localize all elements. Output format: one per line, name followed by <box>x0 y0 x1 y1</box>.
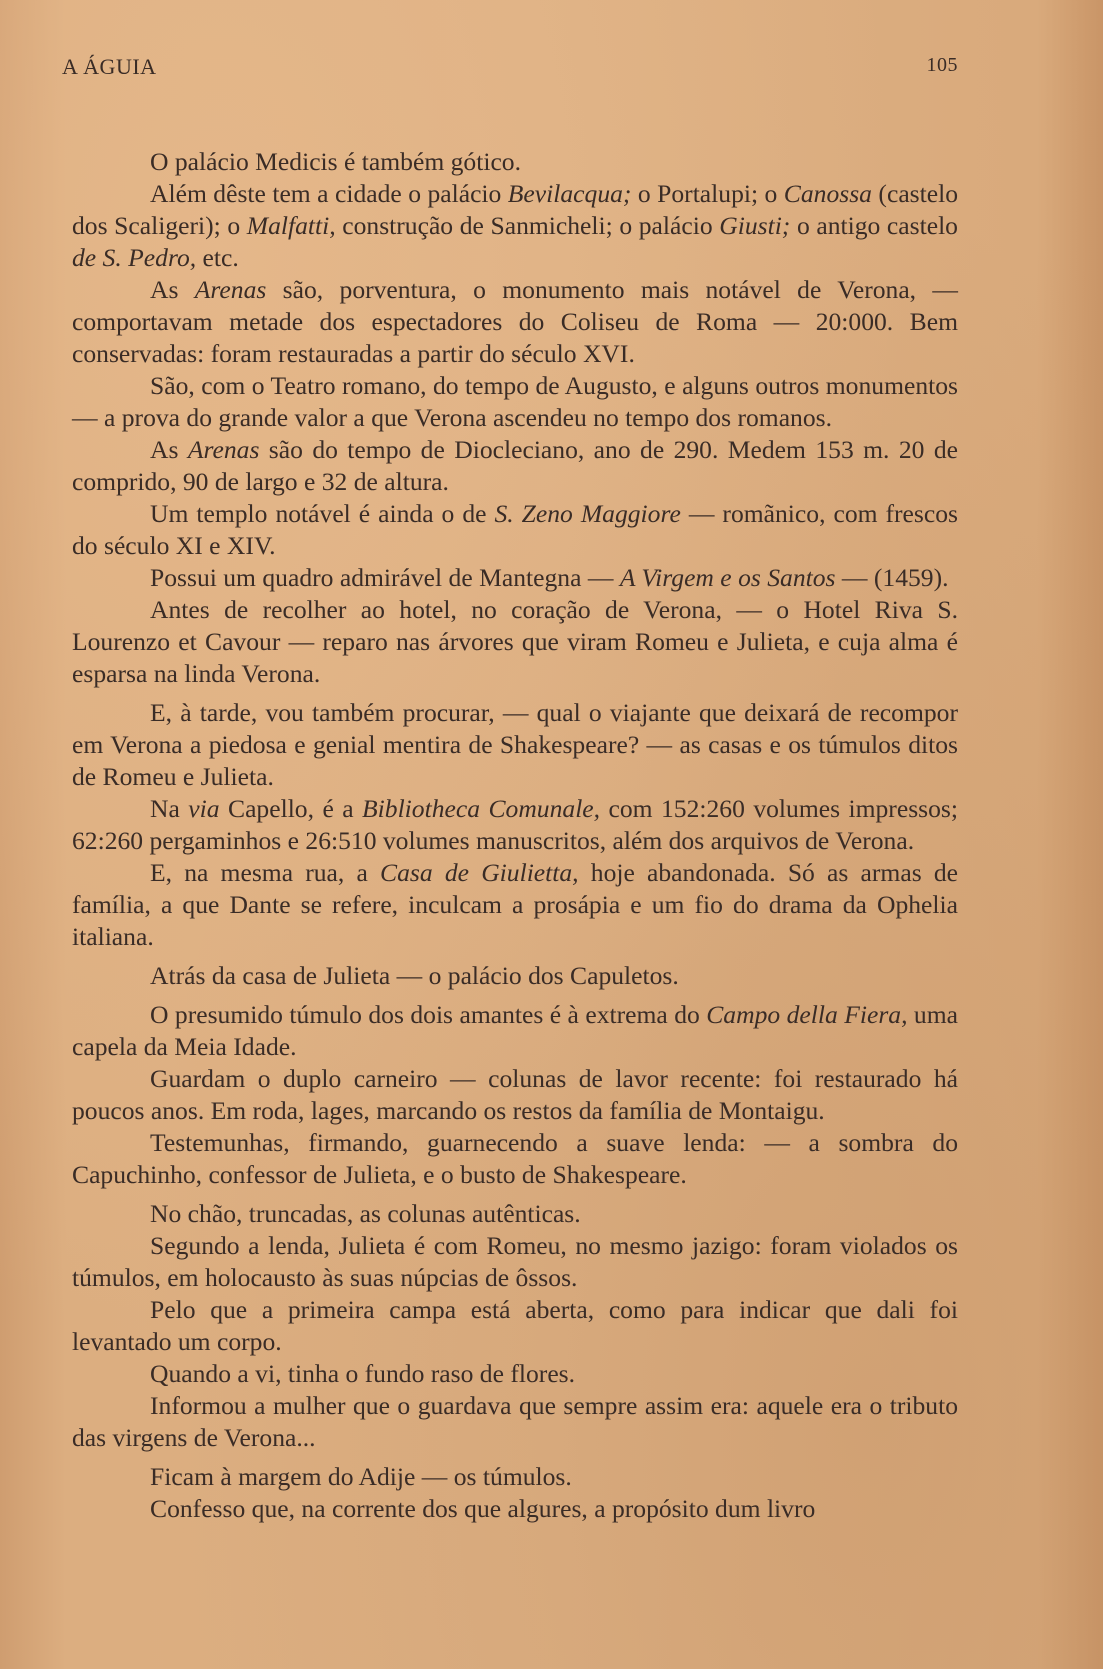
paragraph-gap <box>72 1191 958 1198</box>
italic-text: Arenas <box>194 275 267 304</box>
paragraph-gap <box>72 992 958 999</box>
text-run: Testemunhas, firmando, guarnecendo a suave lenda: — a sombra do Capuchinho, confessor de Julieta, e o busto de Shakespeare. <box>72 1128 958 1189</box>
italic-text: Malfatti, <box>246 211 336 240</box>
text-run: As <box>150 435 188 464</box>
paragraph <box>72 1294 958 1358</box>
italic-text: Bibliotheca Comunale, <box>362 794 601 823</box>
paragraph <box>72 960 958 992</box>
text-run: Confesso que, na corrente dos que algures, a propósito dum livro <box>150 1494 816 1523</box>
paragraph <box>72 1461 958 1493</box>
text-run: Capello, é a <box>219 794 363 823</box>
running-head <box>62 54 958 86</box>
page-number: 105 <box>926 54 958 76</box>
text-run: O presumido túmulo dos dois amantes é à extrema do <box>150 1000 707 1029</box>
italic-text: A Virgem e os Santos <box>619 563 836 592</box>
paragraph <box>72 1063 958 1127</box>
text-run: Informou a mulher que o guardava que sempre assim era: aquele era o tributo das virgens de Verona... <box>72 1391 958 1452</box>
text-run: Pelo que a primeira campa está aberta, como para indicar que dali foi levantado um corpo. <box>72 1295 958 1356</box>
text-run: com 152:260 volumes impressos; 62:260 pergaminhos e 26:510 volumes manuscritos, além dos arquivos de Verona. <box>72 794 958 855</box>
body-text <box>72 146 958 1525</box>
paragraph <box>72 178 958 274</box>
paragraph <box>72 1493 958 1525</box>
text-run: Além dêste tem a cidade o palácio <box>150 179 508 208</box>
italic-text: Arenas <box>187 435 260 464</box>
paragraph <box>72 594 958 690</box>
paragraph <box>72 146 958 178</box>
paragraph <box>72 274 958 370</box>
paragraph <box>72 370 958 434</box>
text-run: — romãnico, com frescos do século XI e XIV. <box>72 499 958 560</box>
paragraph <box>72 562 958 594</box>
paragraph <box>72 793 958 857</box>
italic-text: S. Zeno Maggiore <box>494 499 681 528</box>
paragraph-gap <box>72 690 958 697</box>
paragraph-gap <box>72 953 958 960</box>
italic-text: de S. Pedro, <box>72 243 197 272</box>
text-run: (castelo dos Scaligeri); o <box>72 179 959 240</box>
text-run: são do tempo de Diocleciano, ano de 290. Medem 153 m. 20 de comprido, 90 de largo e 32 de altura. <box>72 435 958 496</box>
text-run: E, à tarde, vou também procurar, — qual o viajante que deixará de recompor em Verona a piedosa e genial mentira de Shakespeare? — as casas e os túmulos ditos de Romeu e Julieta. <box>72 698 958 791</box>
text-run: — (1459). <box>835 563 949 592</box>
text-run: As <box>150 275 195 304</box>
text-run: etc. <box>196 243 239 272</box>
paragraph <box>72 1127 958 1191</box>
text-run: Segundo a lenda, Julieta é com Romeu, no mesmo jazigo: foram violados os túmulos, em holocausto às suas núpcias de ôssos. <box>72 1231 958 1292</box>
italic-text: Campo della Fiera, <box>706 1000 908 1029</box>
paragraph <box>72 498 958 562</box>
text-run: O palácio Medicis é também gótico. <box>150 147 521 176</box>
italic-text: Bevilacqua; <box>507 179 632 208</box>
text-run: Possui um quadro admirável de Mantegna — <box>150 563 620 592</box>
text-run: o antigo castelo <box>790 211 958 240</box>
paragraph <box>72 434 958 498</box>
italic-text: via <box>188 794 220 823</box>
text-run: Antes de recolher ao hotel, no coração de Verona, — o Hotel Riva S. Lourenzo et Cavour — reparo nas árvores que viram Romeu e Julieta, e cuja alma é esparsa na linda Verona. <box>72 595 958 688</box>
italic-text: Canossa <box>783 179 872 208</box>
journal-title: A ÁGUIA <box>62 54 157 79</box>
paragraph <box>72 999 958 1063</box>
text-run: construção de Sanmicheli; o palácio <box>335 211 720 240</box>
text-run: Quando a vi, tinha o fundo raso de flores. <box>150 1359 576 1388</box>
paragraph <box>72 1390 958 1454</box>
text-run: Um templo notável é ainda o de <box>150 499 495 528</box>
text-run: São, com o Teatro romano, do tempo de Augusto, e alguns outros monumentos — a prova do grande valor a que Verona ascendeu no tempo dos romanos. <box>72 371 958 432</box>
italic-text: Giusti; <box>719 211 791 240</box>
text-run: Na <box>150 794 189 823</box>
paragraph-gap <box>72 1454 958 1461</box>
paragraph <box>72 1198 958 1230</box>
paragraph <box>72 1230 958 1294</box>
text-run: Atrás da casa de Julieta — o palácio dos Capuletos. <box>150 961 679 990</box>
text-run: hoje abandonada. Só as armas de família, a que Dante se refere, inculcam a prosápia e um fio do drama da Ophelia italiana. <box>72 858 958 951</box>
text-run: são, porventura, o monumento mais notável de Verona, — comportavam metade dos espectadores do Coliseu de Roma — 20:000. Bem conservadas: foram restauradas a partir do século XVI. <box>72 275 959 368</box>
paragraph <box>72 1358 958 1390</box>
text-run: Ficam à margem do Adije — os túmulos. <box>150 1462 572 1491</box>
italic-text: Casa de Giulietta, <box>380 858 579 887</box>
text-run: uma capela da Meia Idade. <box>72 1000 959 1061</box>
text-run: o Portalupi; o <box>631 179 784 208</box>
paragraph <box>72 857 958 953</box>
text-run: Guardam o duplo carneiro — colunas de lavor recente: foi restaurado há poucos anos. Em roda, lages, marcando os restos da família de Montaigu. <box>72 1064 958 1125</box>
text-run: E, na mesma rua, a <box>150 858 381 887</box>
text-run: No chão, truncadas, as colunas autênticas. <box>150 1199 581 1228</box>
paragraph <box>72 697 958 793</box>
